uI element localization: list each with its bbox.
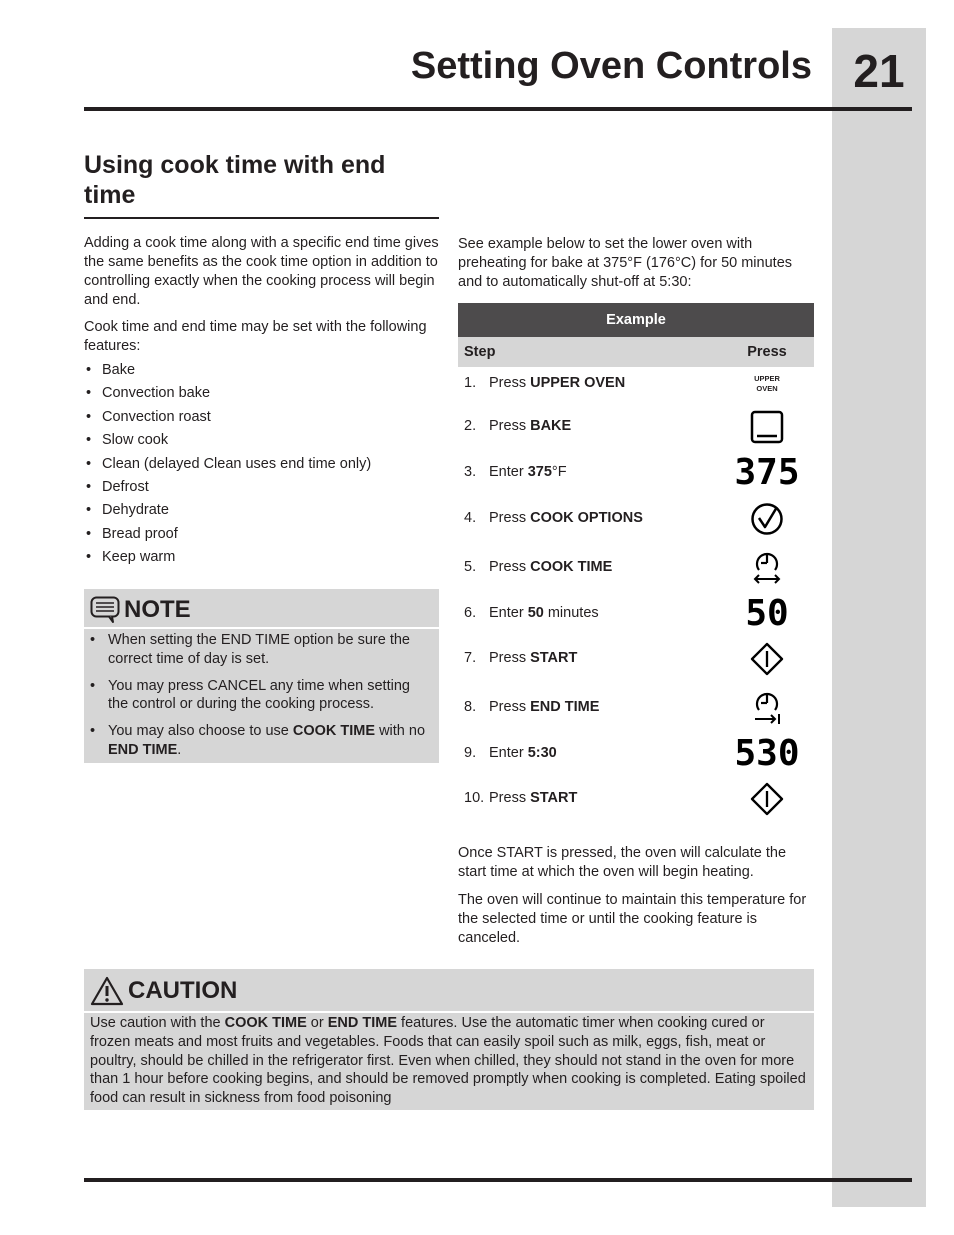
step-key: 50 (527, 605, 544, 621)
page-number: 21 (853, 45, 905, 97)
step-key: END TIME (530, 699, 600, 715)
caution-text-part: Use caution with the (90, 1015, 225, 1031)
list-item: • Clean (delayed Clean uses end time only) (84, 453, 439, 476)
step-key: BAKE (530, 418, 572, 434)
step-key: COOK OPTIONS (530, 510, 643, 526)
list-item: • Defrost (84, 476, 439, 499)
maintain-temperature-paragraph: The oven will continue to maintain this temperature for the selected time or until the cooking feature is canceled. (458, 892, 807, 946)
step-verb: Press (489, 699, 531, 715)
bake-icon (750, 410, 784, 444)
section-heading-rule (84, 217, 439, 219)
list-item: • Dehydrate (84, 499, 439, 522)
step-text (489, 559, 612, 575)
step-text (489, 375, 625, 391)
list-item: • Keep warm (84, 546, 439, 569)
step-text (489, 605, 599, 621)
example-intro: See example below to set the lower oven with preheating for bake at 375°F (176°C) for 50 minutes and to automatically shut-off at 5:30: (458, 236, 793, 290)
header-rule (84, 107, 912, 111)
upper-oven-key-label (737, 374, 797, 394)
note-list (90, 631, 434, 768)
note-bold: COOK TIME (292, 723, 376, 740)
note-text: You may also choose to use (108, 723, 293, 740)
features-list (84, 359, 439, 570)
step-verb: Enter (489, 745, 528, 761)
step-suffix: minutes (543, 605, 599, 621)
step-number: 8. (464, 699, 477, 715)
section-heading: Using cook time with end time (84, 151, 386, 209)
list-item: • When setting the END TIME option be sure the correct time of day is set. (90, 631, 434, 669)
step-number: 1. (464, 375, 477, 391)
caution-bold: END TIME (327, 1015, 398, 1031)
note-icon (90, 596, 120, 624)
step-number: 6. (464, 605, 477, 621)
step-verb: Press (489, 790, 531, 806)
column-header-step: Step (464, 344, 496, 360)
step-number: 9. (464, 745, 477, 761)
step-key: COOK TIME (530, 559, 613, 575)
list-item (90, 722, 434, 760)
step-key: 375 (527, 464, 552, 480)
intro-paragraph: Adding a cook time along with a specific end time gives the same benefits as the cook time option in addition to controlling exactly when the cooking process will begin and end. (84, 235, 439, 308)
step-text (489, 650, 577, 666)
step-key: START (530, 790, 578, 806)
cook-time-icon (751, 550, 783, 586)
step-suffix: °F (551, 464, 567, 480)
step-number: 3. (464, 464, 477, 480)
step-number: 10. (464, 790, 485, 806)
start-icon (750, 782, 784, 816)
caution-text (90, 1014, 806, 1108)
upper-oven-key-line: OVEN (756, 384, 778, 393)
caution-text-part: features. Use the automatic timer when cooking cured or frozen meats and most fruits and vegetables. Foods that can easily spoil such as milk, eggs, fish, meat or poultry, should be chilled in the refrigerator first. Even when chilled, they should not stand in the oven for more than 1 hour before cooking begins, and should be removed promptly when cooking is completed. Eating spoiled food can result in sickness from food poisoning (90, 1015, 806, 1107)
display-readout-50: 50 (745, 593, 789, 634)
list-item: • Slow cook (84, 429, 439, 452)
step-text (489, 790, 577, 806)
note-box (84, 589, 439, 763)
end-time-icon (751, 690, 783, 726)
step-key: UPPER OVEN (530, 375, 626, 391)
step-number: 5. (464, 559, 477, 575)
warning-triangle-icon (90, 976, 124, 1006)
step-key: START (530, 650, 578, 666)
step-text (489, 699, 599, 715)
step-text (489, 418, 571, 434)
step-number: 7. (464, 650, 477, 666)
step-verb: Press (489, 650, 531, 666)
after-start-paragraph: Once START is pressed, the oven will calculate the start time at which the oven will begin heating. (458, 845, 787, 880)
note-bold: END TIME (108, 741, 178, 758)
list-item: • Convection bake (84, 382, 439, 405)
caution-bold: COOK TIME (224, 1015, 307, 1031)
step-verb: Press (489, 559, 531, 575)
step-text (489, 464, 567, 480)
step-verb: Press (489, 418, 531, 434)
caution-box (84, 969, 814, 1110)
list-item: • You may press CANCEL any time when setting the control or during the cooking process. (90, 677, 434, 715)
display-readout-530: 530 (734, 733, 800, 774)
caution-title: CAUTION (128, 977, 238, 1004)
caution-header (90, 975, 237, 1007)
note-header (90, 594, 191, 626)
list-item: • Convection roast (84, 406, 439, 429)
step-verb: Press (489, 375, 531, 391)
note-title: NOTE (124, 596, 191, 623)
step-key: 5:30 (527, 745, 557, 761)
start-icon (750, 642, 784, 676)
note-divider (84, 627, 439, 629)
upper-oven-key-line: UPPER (754, 374, 780, 383)
step-number: 2. (464, 418, 477, 434)
step-verb: Enter (489, 605, 528, 621)
page-side-tab (832, 28, 926, 1207)
list-item: • Bread proof (84, 523, 439, 546)
note-text: with no (375, 723, 426, 740)
note-text: . (177, 741, 182, 758)
example-table-header: Example (458, 303, 814, 337)
step-verb: Enter (489, 464, 528, 480)
step-text (489, 510, 643, 526)
display-readout-375: 375 (734, 452, 800, 493)
footer-rule (84, 1178, 912, 1182)
column-header-press: Press (747, 344, 787, 360)
caution-text-part: or (306, 1015, 328, 1031)
example-column-headers (458, 337, 814, 367)
features-intro: Cook time and end time may be set with the following features: (84, 319, 427, 354)
list-item: • Bake (84, 359, 439, 382)
cook-options-icon (750, 502, 784, 536)
step-verb: Press (489, 510, 531, 526)
step-number: 4. (464, 510, 477, 526)
page-title: Setting Oven Controls (410, 45, 812, 87)
step-text (489, 745, 557, 761)
caution-divider (84, 1011, 814, 1013)
